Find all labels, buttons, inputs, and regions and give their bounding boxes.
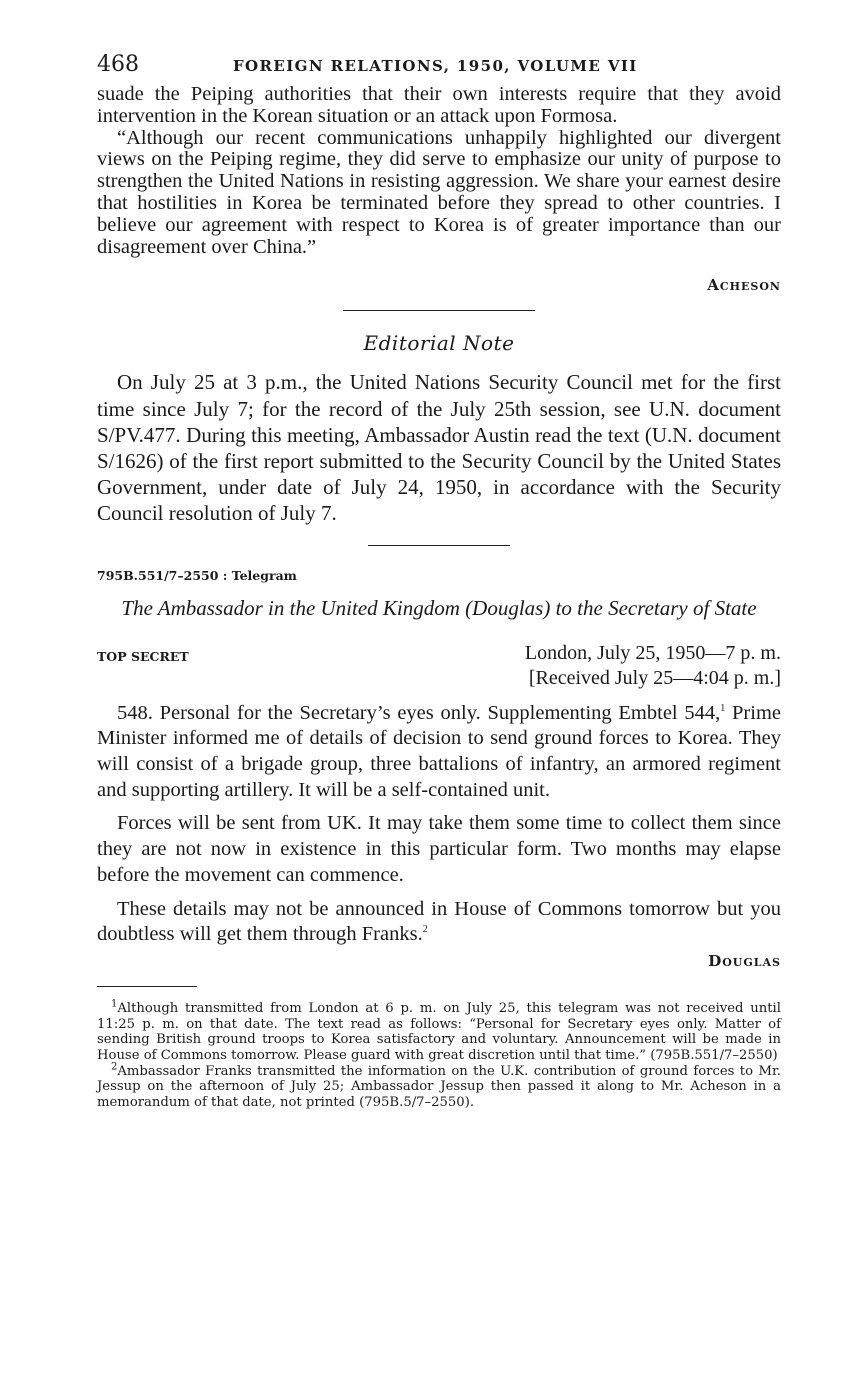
- footnote-marker: 1: [111, 998, 118, 1010]
- telegram-text: These details may not be announced in House of Commons tomorrow but you doubtless will get them through Franks.: [97, 897, 781, 946]
- document-page: [97, 52, 781, 1111]
- received-line: [Received July 25—4:04 p. m.]: [528, 666, 781, 689]
- continued-paragraph: suade the Peiping authorities that their own interests require that they avoid intervention in the Korean situation or an attack upon Formosa.: [97, 83, 781, 127]
- footnote-reference: 1: [720, 702, 726, 714]
- running-title: FOREIGN RELATIONS, 1950, VOLUME VII: [233, 57, 638, 75]
- telegram-text: 548. Personal for the Secretary’s eyes only. Supplementing Embtel 544,: [117, 701, 721, 724]
- footnotes: [97, 998, 781, 1111]
- footnote: [97, 1061, 781, 1111]
- footnote-text: Although transmitted from London at 6 p. m. on July 25, this telegram was not received until 11:25 p. m. on that date. The text read as follows: “Personal for Secretary eyes only. Matter of sending British ground troops to Korea satisfactory and voluntary. Announcement will be made in House of Commons tomorrow. Please guard with great discretion until that time.” (795B.551/7–2550): [97, 1000, 781, 1064]
- section-divider: [343, 310, 535, 311]
- telegram-text: Prime Minister informed me of details of decision to send ground forces to Korea. They will consist of a brigade group, three battalions of infantry, an armored regiment and supporting artillery. It will be a self-contained unit.: [97, 701, 781, 801]
- telegram-paragraph-3: [97, 897, 781, 948]
- classification-label: TOP SECRET: [97, 648, 189, 664]
- footnote-reference: 2: [422, 924, 428, 936]
- quoted-paragraph: “Although our recent communications unhappily highlighted our divergent views on the Peiping regime, they did serve to emphasize our unity of purpose to strengthen the United Nations in resisting aggression. We share your earnest desire that hostilities in Korea be terminated before they spread to other countries. I believe our agreement with respect to Korea is of greater importance than our disagreement over China.”: [97, 126, 781, 258]
- signature-acheson: Acheson: [707, 276, 781, 295]
- footnote: [97, 998, 781, 1064]
- telegram-paragraph-1: [97, 701, 781, 804]
- footnote-text: Ambassador Franks transmitted the information on the U.K. contribution of ground forces to Mr. Jessup on the afternoon of July 25; Ambassador Jessup then passed it along to Mr. Acheson in a memorandum of that date, not printed (795B.5/7–2550).: [97, 1063, 781, 1111]
- section-divider: [368, 545, 510, 546]
- dateline: London, July 25, 1950—7 p. m.: [524, 641, 781, 664]
- signature-douglas: Douglas: [708, 951, 781, 970]
- dateline-block: [525, 641, 781, 691]
- page-header: [97, 52, 781, 84]
- editorial-note-text: On July 25 at 3 p.m., the United Nations Security Council met for the first time since July 7; for the record of the July 25th session, see U.N. document S/PV.477. During this meeting, Ambassador Austin read the text (U.N. document S/1626) of the first report submitted to the Security Council by the United States Government, under date of July 24, 1950, in accordance with the Security Council resolution of July 7.: [97, 370, 781, 526]
- telegram-meta: [97, 641, 781, 691]
- file-number: 795B.551/7–2550 : Telegram: [97, 567, 297, 583]
- document-title: The Ambassador in the United Kingdom (Douglas) to the Secretary of State: [121, 595, 757, 620]
- page-number: 468: [97, 52, 139, 77]
- telegram-paragraph-2: Forces will be sent from UK. It may take them some time to collect them since they are not now in existence in this particular form. Two months may elapse before the movement can commence.: [97, 812, 781, 886]
- editorial-note-title: Editorial Note: [363, 331, 515, 356]
- footnote-divider: [97, 986, 197, 987]
- footnote-marker: 2: [111, 1061, 118, 1073]
